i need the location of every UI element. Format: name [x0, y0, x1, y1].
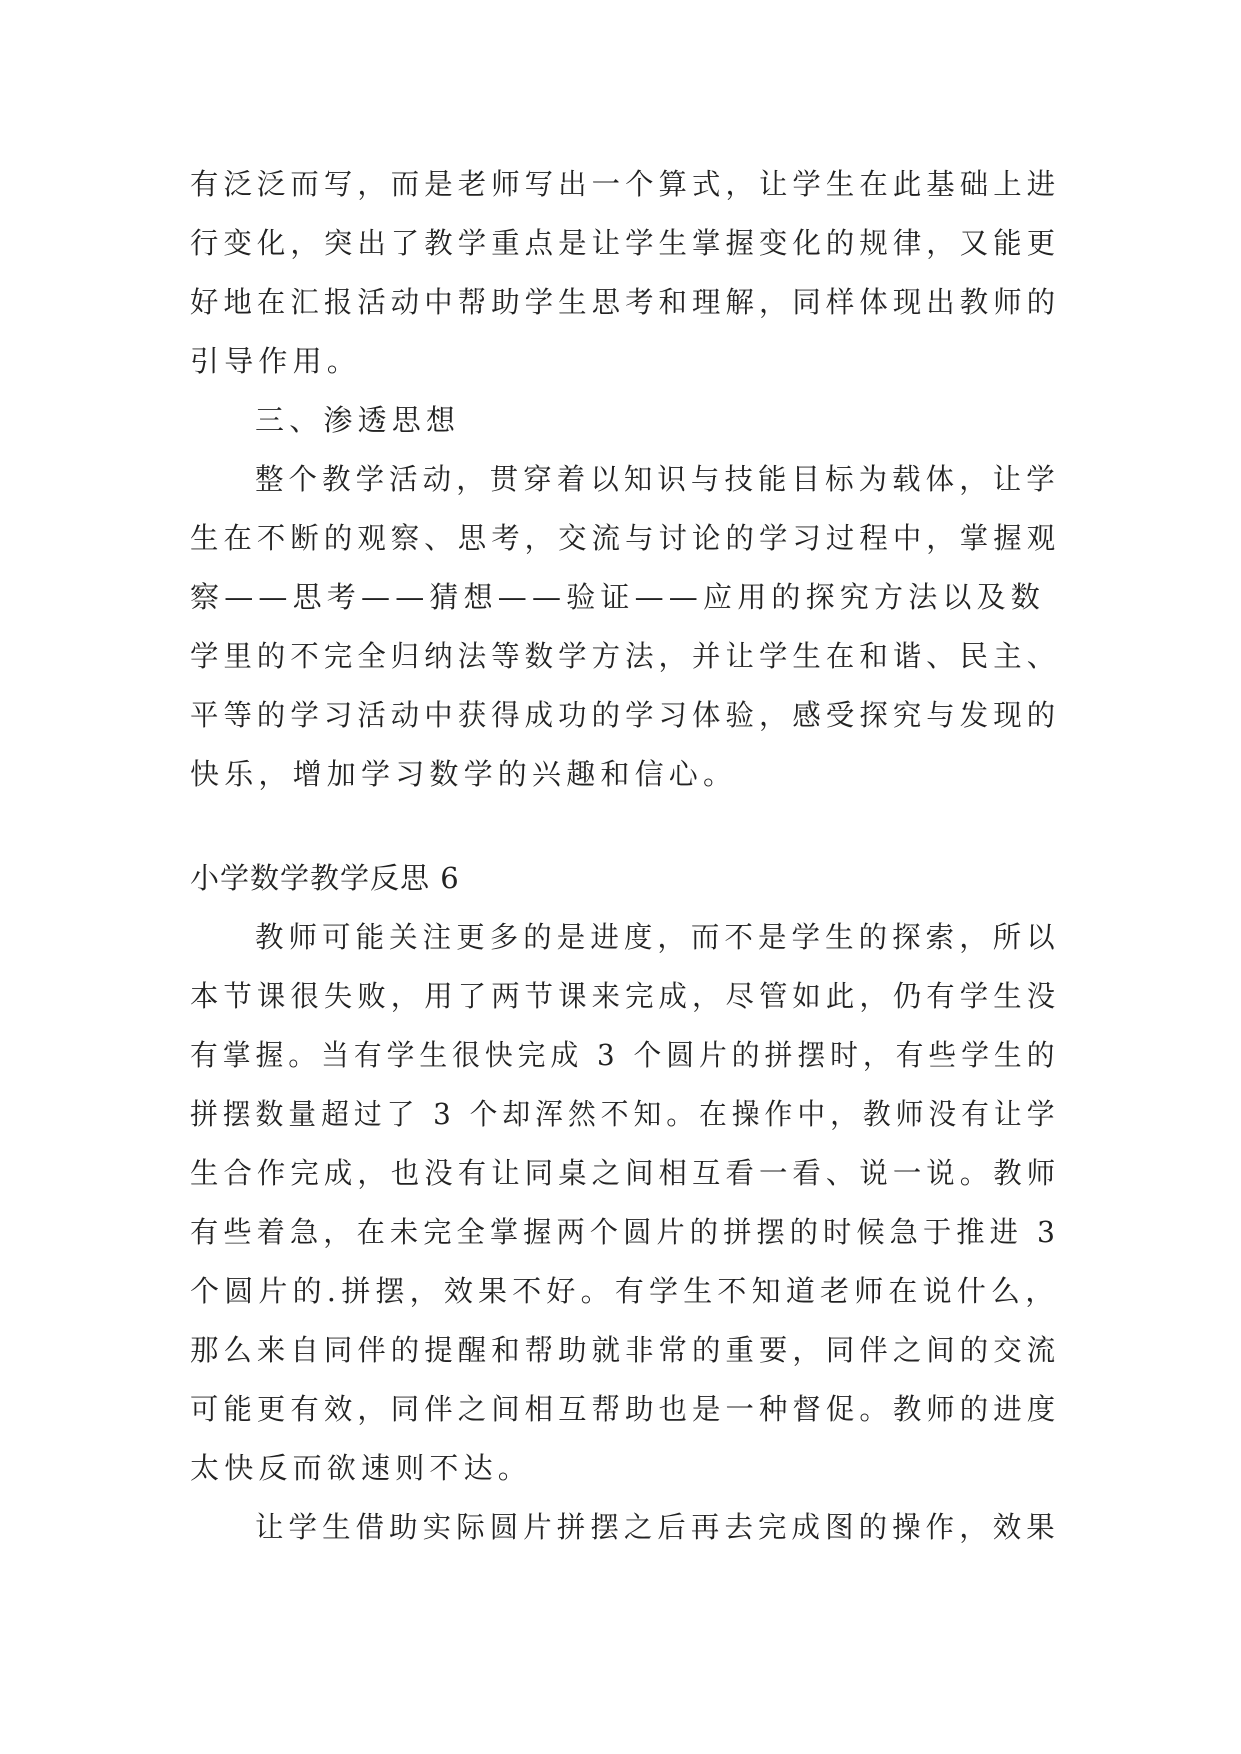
text-line: 学里的不完全归纳法等数学方法，并让学生在和谐、民主、	[190, 639, 1061, 673]
text-line: 拼摆数量超过了 3 个却浑然不知。在操作中，教师没有让学	[190, 1097, 1060, 1131]
text-line: 有些着急，在未完全掌握两个圆片的拼摆的时候急于推进 3	[190, 1215, 1061, 1249]
text-line: 教师可能关注更多的是进度，而不是学生的探索，所以	[255, 920, 1060, 954]
text-line: 让学生借助实际圆片拼摆之后再去完成图的操作，效果	[255, 1510, 1060, 1544]
text-line: 好地在汇报活动中帮助学生思考和理解，同样体现出教师的	[190, 285, 1061, 319]
text-line: 太快反而欲速则不达。	[190, 1451, 533, 1485]
text-line: 有泛泛而写，而是老师写出一个算式，让学生在此基础上进	[190, 167, 1061, 201]
text-line: 平等的学习活动中获得成功的学习体验，感受探究与发现的	[190, 698, 1061, 732]
text-line: 个圆片的.拼摆，效果不好。有学生不知道老师在说什么，	[190, 1274, 1060, 1308]
text-line: 整个教学活动，贯穿着以知识与技能目标为载体，让学	[255, 462, 1060, 496]
text-line: 快乐，增加学习数学的兴趣和信心。	[190, 757, 738, 791]
text-line: 可能更有效，同伴之间相互帮助也是一种督促。教师的进度	[190, 1392, 1061, 1426]
text-line: 本节课很失败，用了两节课来完成，尽管如此，仍有学生没	[190, 979, 1061, 1013]
article-title: 小学数学教学反思 6	[190, 861, 460, 895]
text-line: 那么来自同伴的提醒和帮助就非常的重要，同伴之间的交流	[190, 1333, 1061, 1367]
text-line: 有掌握。当有学生很快完成 3 个圆片的拼摆时，有些学生的	[190, 1038, 1060, 1072]
text-line: 生在不断的观察、思考，交流与讨论的学习过程中，掌握观	[190, 521, 1061, 555]
section-heading: 三、渗透思想	[255, 403, 461, 437]
text-line: 行变化，突出了教学重点是让学生掌握变化的规律，又能更	[190, 226, 1061, 260]
text-line: 生合作完成，也没有让同桌之间相互看一看、说一说。教师	[190, 1156, 1061, 1190]
text-line: 引导作用。	[190, 344, 362, 378]
text-line: 察——思考——猜想——验证——应用的探究方法以及数	[190, 580, 1046, 614]
